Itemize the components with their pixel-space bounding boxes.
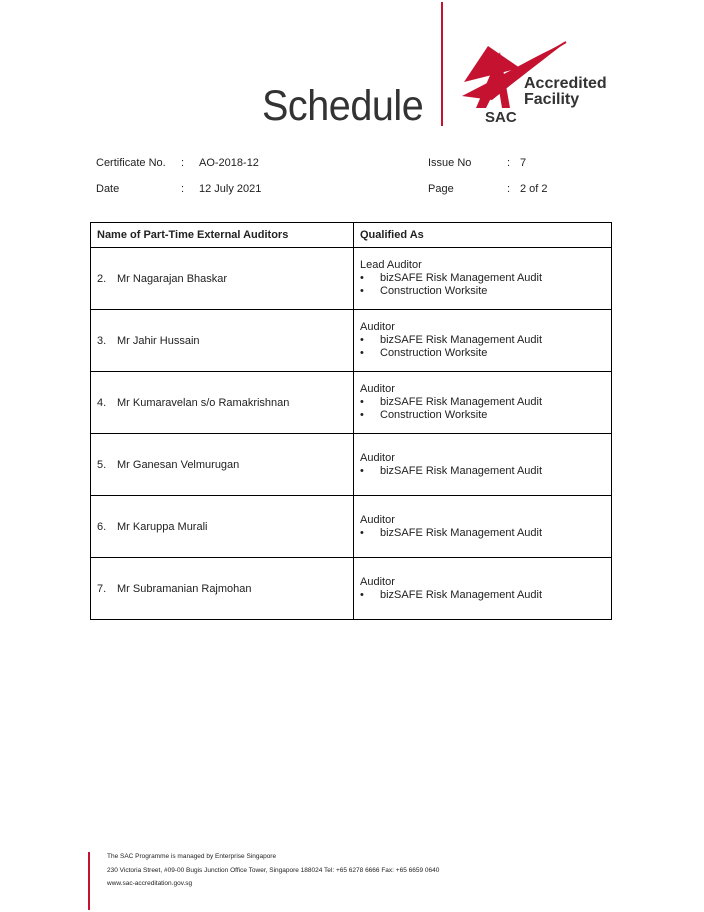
date-value: 12 July 2021 bbox=[199, 183, 262, 195]
qualification-role: Auditor bbox=[360, 513, 395, 526]
date-label: Date bbox=[96, 183, 120, 195]
table-row bbox=[91, 496, 612, 558]
row-number: 5. bbox=[97, 458, 107, 471]
footer-divider bbox=[88, 852, 90, 910]
sac-logo bbox=[458, 38, 618, 130]
certificate-separator: : bbox=[181, 157, 185, 169]
column-header-name: Name of Part-Time External Auditors bbox=[91, 223, 354, 248]
auditor-name-cell bbox=[91, 434, 354, 496]
auditor-name-cell bbox=[91, 372, 354, 434]
auditors-table bbox=[90, 222, 612, 620]
qualification-cell bbox=[354, 248, 612, 310]
auditor-name: Mr Jahir Hussain bbox=[117, 334, 200, 347]
qualification-item: • Construction Worksite bbox=[360, 285, 605, 298]
qualification-cell bbox=[354, 434, 612, 496]
footer-programme: The SAC Programme is managed by Enterprise Singapore bbox=[107, 853, 277, 860]
qualification-item: • bizSAFE Risk Management Audit bbox=[360, 334, 605, 347]
logo-text-sac: SAC bbox=[485, 109, 517, 126]
auditor-name-cell bbox=[91, 558, 354, 620]
issue-label: Issue No bbox=[428, 157, 472, 169]
table-row bbox=[91, 372, 612, 434]
row-number: 4. bbox=[97, 396, 107, 409]
qualification-role: Auditor bbox=[360, 575, 395, 588]
row-number: 7. bbox=[97, 582, 107, 595]
footer-address: 230 Victoria Street, #09-00 Bugis Junction Office Tower, Singapore 188024 Tel: +65 6278 6666 Fax: +65 6659 0640 bbox=[107, 867, 440, 874]
table-row bbox=[91, 248, 612, 310]
page-separator: : bbox=[507, 183, 511, 195]
auditor-name: Mr Karuppa Murali bbox=[117, 520, 208, 533]
qualification-item: • bizSAFE Risk Management Audit bbox=[360, 527, 605, 540]
page-value: 2 of 2 bbox=[520, 183, 548, 195]
certificate-value: AO-2018-12 bbox=[199, 157, 259, 169]
header-divider bbox=[441, 2, 443, 126]
footer-website: www.sac-accreditation.gov.sg bbox=[107, 880, 193, 887]
column-header-qualified: Qualified As bbox=[354, 223, 612, 248]
logo-text-accredited: Accredited bbox=[524, 75, 607, 92]
auditor-name: Mr Kumaravelan s/o Ramakrishnan bbox=[117, 396, 290, 409]
page-title: Schedule bbox=[262, 82, 424, 130]
qualification-item: • Construction Worksite bbox=[360, 347, 605, 360]
certificate-label: Certificate No. bbox=[96, 157, 166, 169]
page-label: Page bbox=[428, 183, 454, 195]
qualification-cell bbox=[354, 496, 612, 558]
table-row bbox=[91, 310, 612, 372]
auditor-name: Mr Nagarajan Bhaskar bbox=[117, 272, 228, 285]
date-separator: : bbox=[181, 183, 185, 195]
issue-separator: : bbox=[507, 157, 511, 169]
qualification-role: Auditor bbox=[360, 451, 395, 464]
auditor-name: Mr Ganesan Velmurugan bbox=[117, 458, 240, 471]
qualification-role: Auditor bbox=[360, 321, 395, 333]
row-number: 3. bbox=[97, 334, 107, 347]
row-number: 6. bbox=[97, 520, 107, 533]
qualification-cell bbox=[354, 558, 612, 620]
auditor-name-cell bbox=[91, 310, 354, 372]
qualification-role: Lead Auditor bbox=[360, 259, 422, 271]
table-row bbox=[91, 558, 612, 620]
auditor-name-cell bbox=[91, 248, 354, 310]
qualification-item: • bizSAFE Risk Management Audit bbox=[360, 272, 605, 285]
table-row bbox=[91, 434, 612, 496]
qualification-cell bbox=[354, 310, 612, 372]
logo-text-facility: Facility bbox=[524, 91, 580, 108]
qualification-item: • bizSAFE Risk Management Audit bbox=[360, 465, 605, 478]
auditor-name: Mr Subramanian Rajmohan bbox=[117, 582, 252, 595]
qualification-item: • bizSAFE Risk Management Audit bbox=[360, 589, 605, 602]
qualification-item: • Construction Worksite bbox=[360, 409, 605, 422]
issue-value: 7 bbox=[520, 157, 527, 169]
qualification-role: Auditor bbox=[360, 383, 395, 395]
auditor-name-cell bbox=[91, 496, 354, 558]
qualification-item: • bizSAFE Risk Management Audit bbox=[360, 396, 605, 409]
row-number: 2. bbox=[97, 272, 107, 285]
table-header-row bbox=[91, 223, 612, 248]
qualification-cell bbox=[354, 372, 612, 434]
